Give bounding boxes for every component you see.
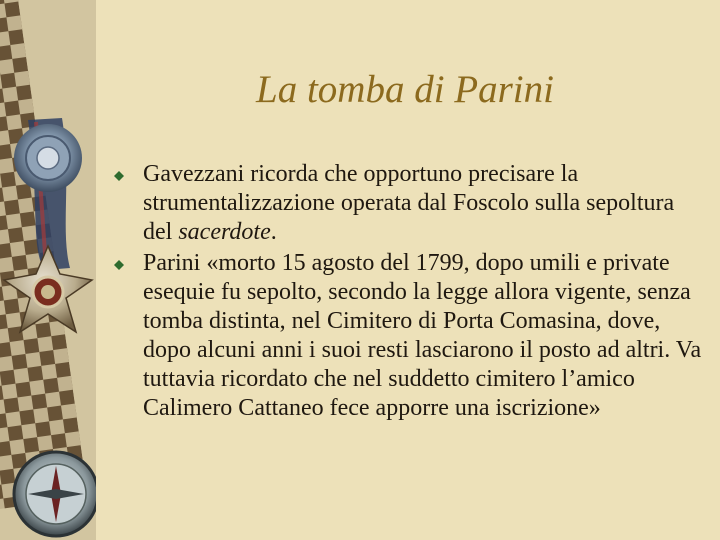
bullet-text: Parini «morto 15 agosto del 1799, dopo umili e private esequie fu sepolto, secondo la legge allora vigente, senza tomba distinta, nel Cimitero di Porta Comasina, dove, dopo alcuni anni i suoi resti lasciarono il posto ad altri. Va tuttavia ricordato che nel suddetto cimitero l’amico Calimero Cattaneo fece apporre una iscrizione» xyxy=(143,250,702,421)
bullet-emphasis: sacerdote xyxy=(178,219,271,245)
bullet-list xyxy=(114,160,704,425)
slide-title: La tomba di Parini xyxy=(256,68,554,111)
bullet-text: Gavezzani ricorda che opportuno precisare la strumentalizzazione operata dal Foscolo sulla sepoltura del xyxy=(143,161,675,245)
diamond-bullet-icon xyxy=(114,171,124,181)
bullet-text-end: . xyxy=(270,219,277,245)
medal-and-compass-image xyxy=(0,0,96,540)
bullet-item xyxy=(114,249,704,423)
bullet-item xyxy=(114,160,704,247)
diamond-bullet-icon xyxy=(114,260,124,270)
